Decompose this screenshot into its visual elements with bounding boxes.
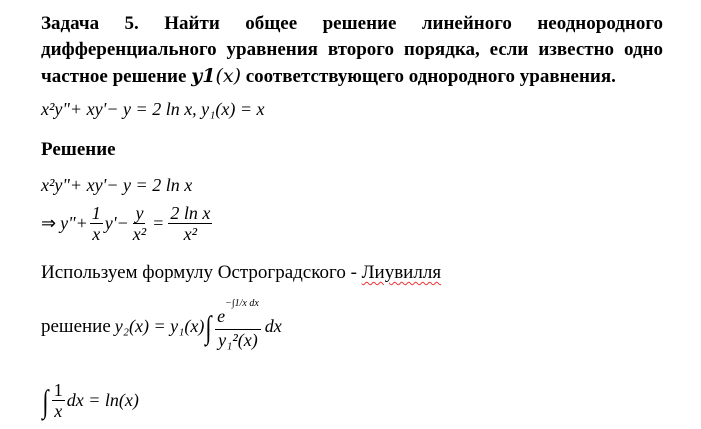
fraction-numerator: 1 — [91, 203, 101, 223]
solution-lhs: y₂(x) = y₁(x) — [114, 316, 205, 336]
task-line-2: дифференциального уравнения второго порядка, если известно одно — [41, 39, 663, 60]
fraction-denominator: x — [54, 401, 63, 421]
fraction-numerator: y — [135, 203, 144, 223]
task-y1-symbol: y1 — [191, 65, 216, 87]
exponent-numerator — [215, 298, 261, 330]
task-line-3 — [41, 63, 663, 90]
liouville-name: Лиувилля — [361, 262, 442, 283]
fraction-numerator: 2 ln x — [170, 203, 211, 223]
exp-base: e — [217, 306, 226, 326]
task-x-arg: (x) — [215, 65, 241, 87]
step-1-equation: x²y"+ xy'− y = 2 ln x — [41, 175, 193, 195]
fraction-1-over-x — [90, 203, 103, 244]
given-equation: x²y"+ xy'− y = 2 ln x, y₁(x) = x — [41, 99, 265, 119]
solution-dx: dx — [264, 316, 282, 336]
fraction-numerator: 1 — [53, 380, 63, 400]
integral-result — [41, 380, 139, 421]
fraction-2lnx-over-x2 — [168, 203, 212, 244]
liouville-denominator: y₁²(x) — [218, 330, 258, 350]
fraction-1-over-x — [52, 380, 65, 421]
exp-power: −∫1/x dx — [225, 298, 259, 309]
step-2-equation — [41, 203, 214, 244]
fraction-denominator: x² — [183, 224, 198, 244]
fraction-y-over-x2 — [131, 203, 148, 244]
integral-sign-icon: ∫ — [205, 308, 212, 345]
task-statement — [41, 11, 663, 90]
solution-heading: Решение — [41, 139, 116, 160]
formula-mention — [41, 262, 441, 284]
step-2-mid: y'− — [104, 213, 129, 233]
task-line-3-text: частное решение — [41, 66, 192, 87]
task-line-1: Задача 5. Найти общее решение линейного неоднородного — [41, 13, 663, 34]
implies-arrow: ⇒ — [41, 213, 57, 233]
liouville-fraction — [215, 298, 261, 350]
task-line-3-tail: соответствующего однородного уравнения. — [240, 66, 616, 87]
fraction-denominator: x — [92, 224, 101, 244]
solution-label: решение — [41, 315, 111, 337]
fraction-denominator: x² — [132, 224, 147, 244]
solution-formula — [41, 298, 282, 350]
equals-sign: = — [153, 213, 164, 233]
integral-rest: dx = ln(x) — [66, 390, 139, 410]
formula-mention-text: Используем формулу Остроградского - — [41, 262, 362, 283]
integral-sign-icon: ∫ — [42, 382, 49, 419]
step-2-lhs: y"+ — [60, 213, 88, 233]
